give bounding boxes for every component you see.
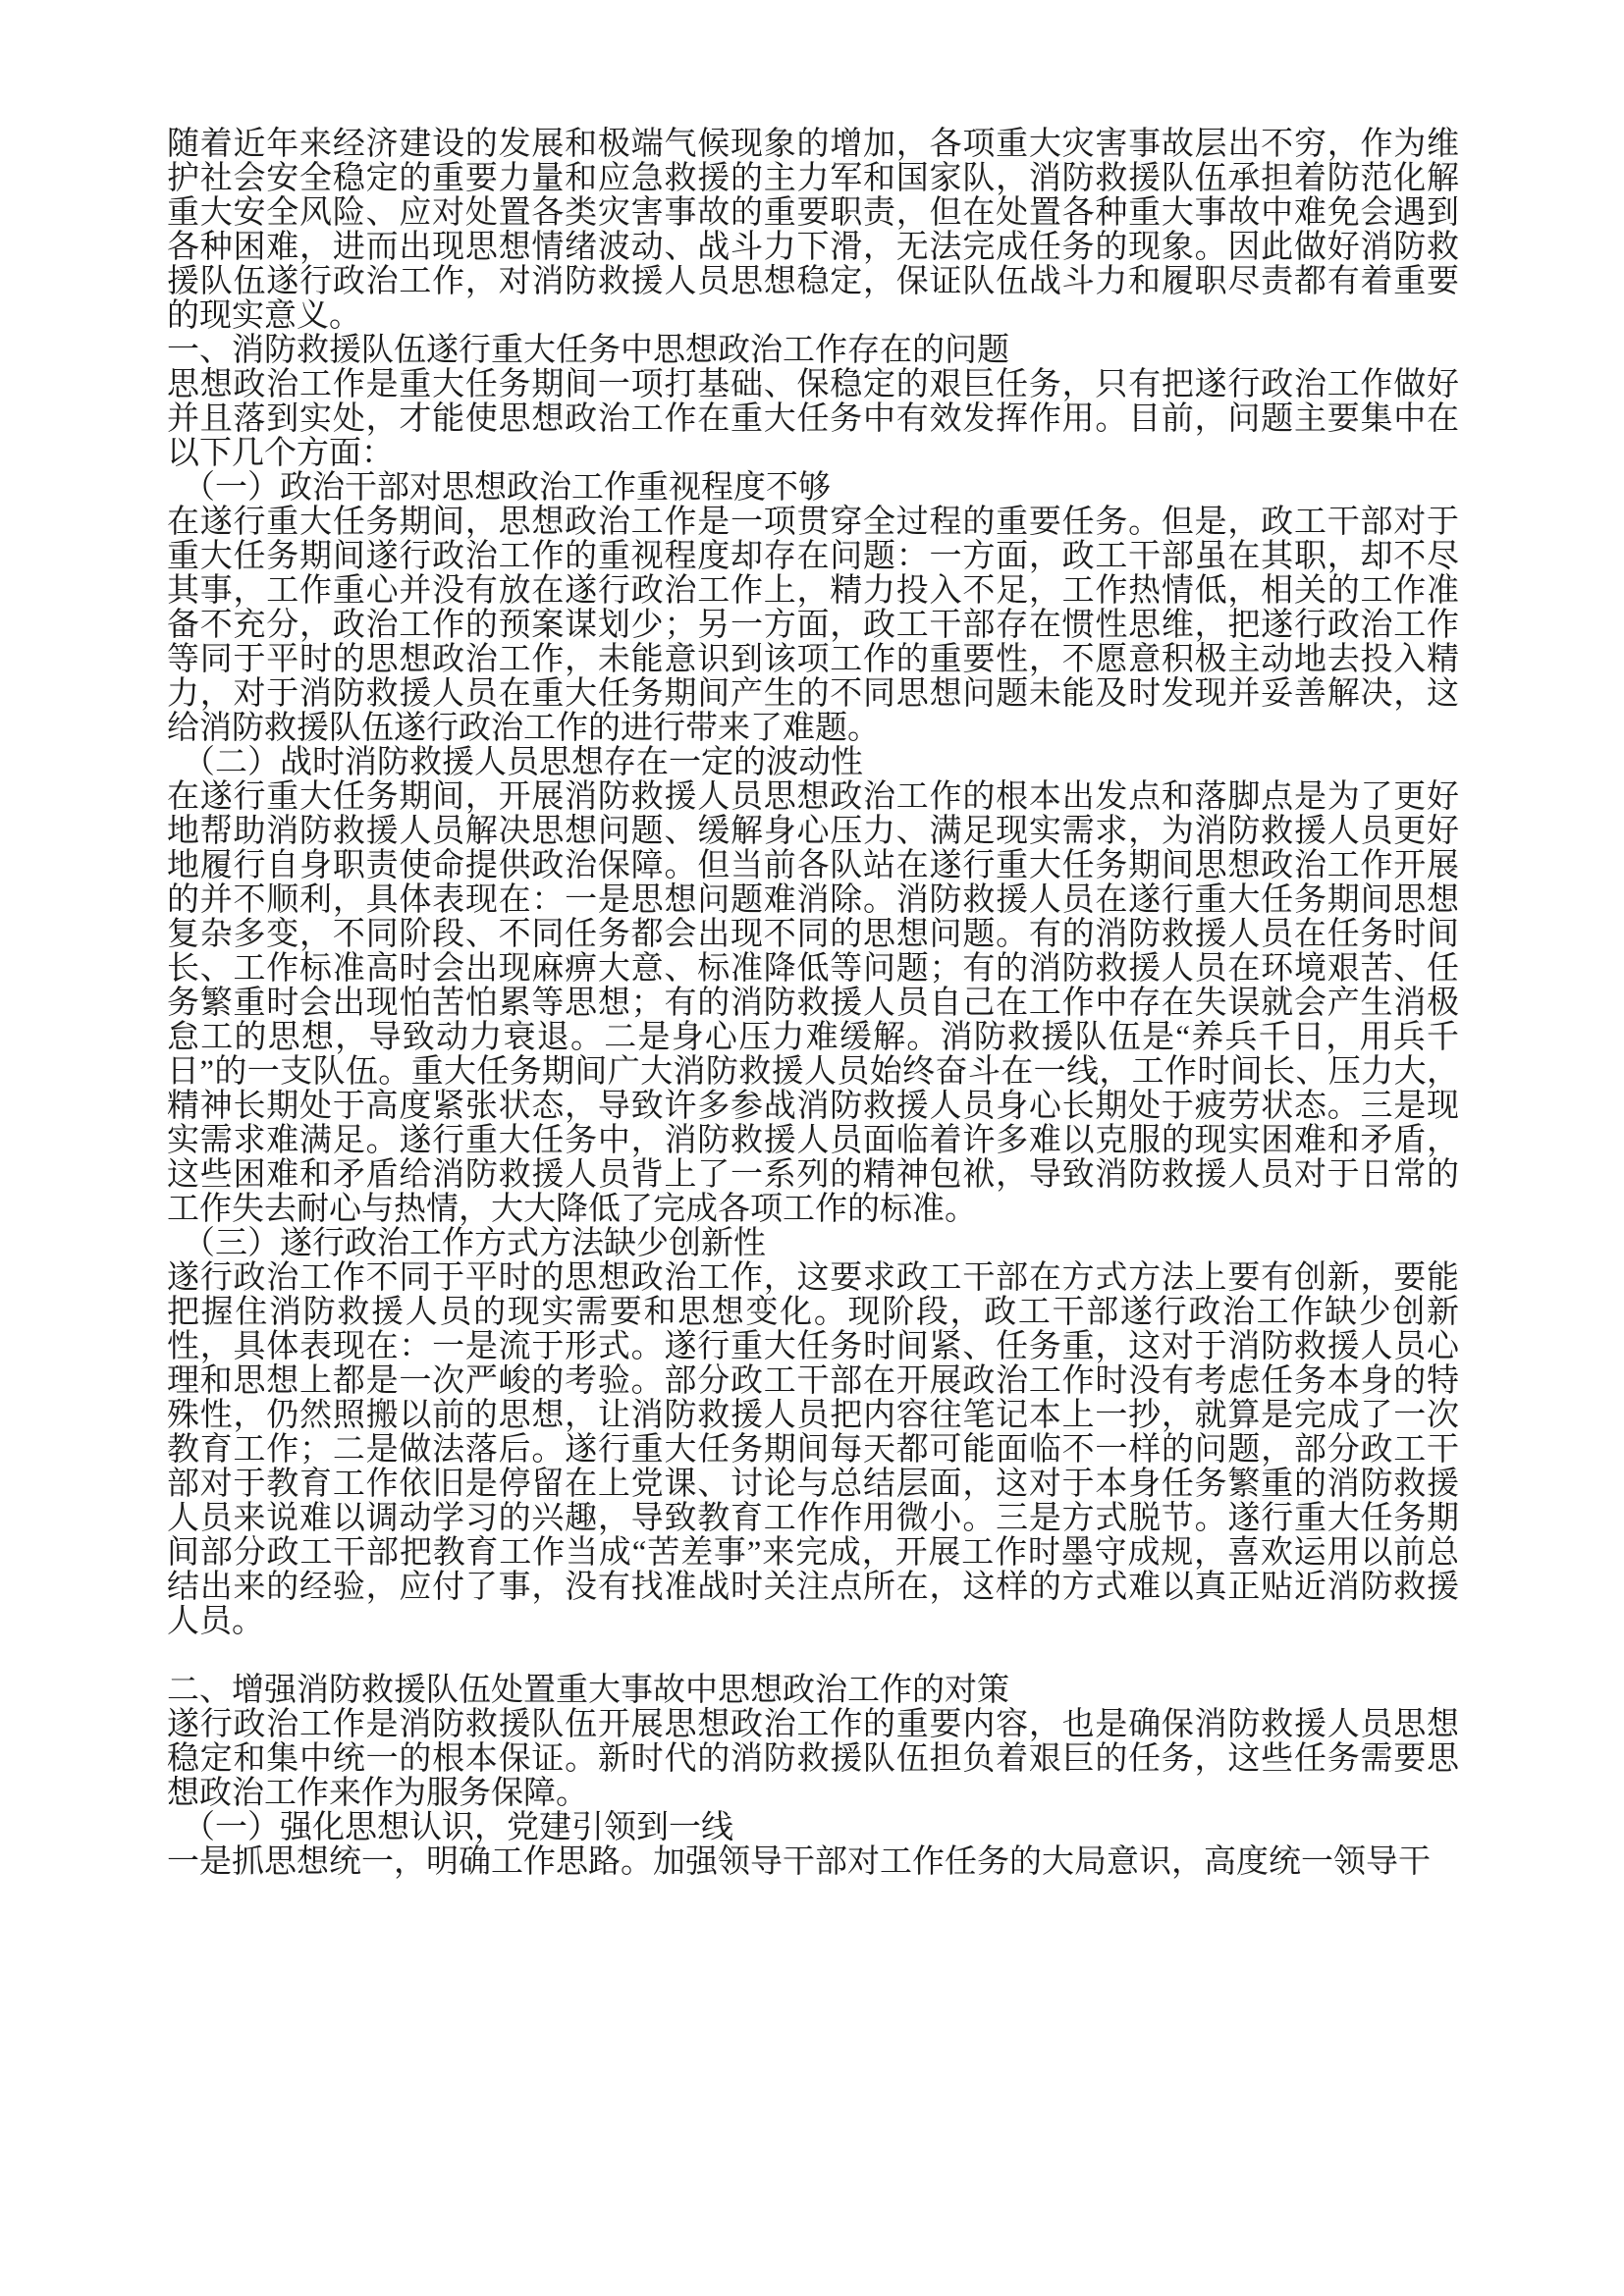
sub-heading: （一）强化思想认识，党建引领到一线 bbox=[183, 1810, 733, 1845]
sub-heading: （三）遂行政治工作方式方法缺少创新性 bbox=[183, 1226, 766, 1261]
blank-line bbox=[167, 1639, 1459, 1674]
body-paragraph: 一是抓思想统一，明确工作思路。加强领导干部对工作任务的大局意识，高度统一领导干 bbox=[167, 1844, 1431, 1880]
body-paragraph: 思想政治工作是重大任务期间一项打基础、保稳定的艰巨任务，只有把遂行政治工作做好并且落到实处，才能使思想政治工作在重大任务中有效发挥作用。目前，问题主要集中在以下几个方面： bbox=[167, 367, 1459, 471]
body-paragraph: 遂行政治工作不同于平时的思想政治工作，这要求政工干部在方式方法上要有创新，要能把握住消防救援人员的现实需要和思想变化。现阶段，政工干部遂行政治工作缺少创新性，具体表现在：一是流于形式。遂行重大任务时间紧、任务重，这对于消防救援人员心理和思想上都是一次严峻的考验。部分政工干部在开展政治工作时没有考虑任务本身的特殊性，仍然照搬以前的思想，让消防救援人员把内容往笔记本上一抄，就算是完成了一次教育工作；二是做法落后。遂行重大任务期间每天都可能面临不一样的问题，部分政工干部对于教育工作依旧是停留在上党课、讨论与总结层面，这对于本身任务繁重的消防救援人员来说难以调动学习的兴趣，导致教育工作作用微小。三是方式脱节。遂行重大任务期间部分政工干部把教育工作当成“苦差事”来完成，开展工作时墨守成规，喜欢运用以前总结出来的经验，应付了事，没有找准战时关注点所在，这样的方式难以真正贴近消防救援人员。 bbox=[167, 1260, 1459, 1639]
section-heading: 二、增强消防救援队伍处置重大事故中思想政治工作的对策 bbox=[167, 1673, 1009, 1708]
document-body bbox=[167, 128, 1459, 1880]
document-page bbox=[167, 128, 1459, 1880]
body-paragraph: 遂行政治工作是消防救援队伍开展思想政治工作的重要内容，也是确保消防救援人员思想稳定和集中统一的根本保证。新时代的消防救援队伍担负着艰巨的任务，这些任务需要思想政治工作来作为服务保障。 bbox=[167, 1707, 1459, 1811]
sub-heading: （一）政治干部对思想政治工作重视程度不够 bbox=[183, 470, 831, 506]
body-paragraph: 在遂行重大任务期间，思想政治工作是一项贯穿全过程的重要任务。但是，政工干部对于重大任务期间遂行政治工作的重视程度却存在问题：一方面，政工干部虽在其职，却不尽其事，工作重心并没有放在遂行政治工作上，精力投入不足，工作热情低，相关的工作准备不充分，政治工作的预案谋划少；另一方面，政工干部存在惯性思维，把遂行政治工作等同于平时的思想政治工作，未能意识到该项工作的重要性，不愿意积极主动地去投入精力，对于消防救援人员在重大任务期间产生的不同思想问题未能及时发现并妥善解决，这给消防救援队伍遂行政治工作的进行带来了难题。 bbox=[167, 505, 1459, 746]
body-paragraph: 在遂行重大任务期间，开展消防救援人员思想政治工作的根本出发点和落脚点是为了更好地帮助消防救援人员解决思想问题、缓解身心压力、满足现实需求，为消防救援人员更好地履行自身职责使命提供政治保障。但当前各队站在遂行重大任务期间思想政治工作开展的并不顺利，具体表现在：一是思想问题难消除。消防救援人员在遂行重大任务期间思想复杂多变，不同阶段、不同任务都会出现不同的思想问题。有的消防救援人员在任务时间长、工作标准高时会出现麻痹大意、标准降低等问题；有的消防救援人员在环境艰苦、任务繁重时会出现怕苦怕累等思想；有的消防救援人员自己在工作中存在失误就会产生消极怠工的思想，导致动力衰退。二是身心压力难缓解。消防救援队伍是“养兵千日，用兵千日”的一支队伍。重大任务期间广大消防救援人员始终奋斗在一线，工作时间长、压力大，精神长期处于高度紧张状态，导致许多参战消防救援人员身心长期处于疲劳状态。三是现实需求难满足。遂行重大任务中，消防救援人员面临着许多难以克服的现实困难和矛盾，这些困难和矛盾给消防救援人员背上了一系列的精神包袱，导致消防救援人员对于日常的工作失去耐心与热情，大大降低了完成各项工作的标准。 bbox=[167, 779, 1459, 1227]
body-paragraph: 随着近年来经济建设的发展和极端气候现象的增加，各项重大灾害事故层出不穷，作为维护社会安全稳定的重要力量和应急救援的主力军和国家队，消防救援队伍承担着防范化解重大安全风险、应对处置各类灾害事故的重要职责，但在处置各种重大事故中难免会遇到各种困难，进而出现思想情绪波动、战斗力下滑，无法完成任务的现象。因此做好消防救援队伍遂行政治工作，对消防救援人员思想稳定，保证队伍战斗力和履职尽责都有着重要的现实意义。 bbox=[167, 127, 1459, 334]
sub-heading: （二）战时消防救援人员思想存在一定的波动性 bbox=[183, 745, 863, 780]
section-heading: 一、消防救援队伍遂行重大任务中思想政治工作存在的问题 bbox=[167, 333, 1009, 368]
